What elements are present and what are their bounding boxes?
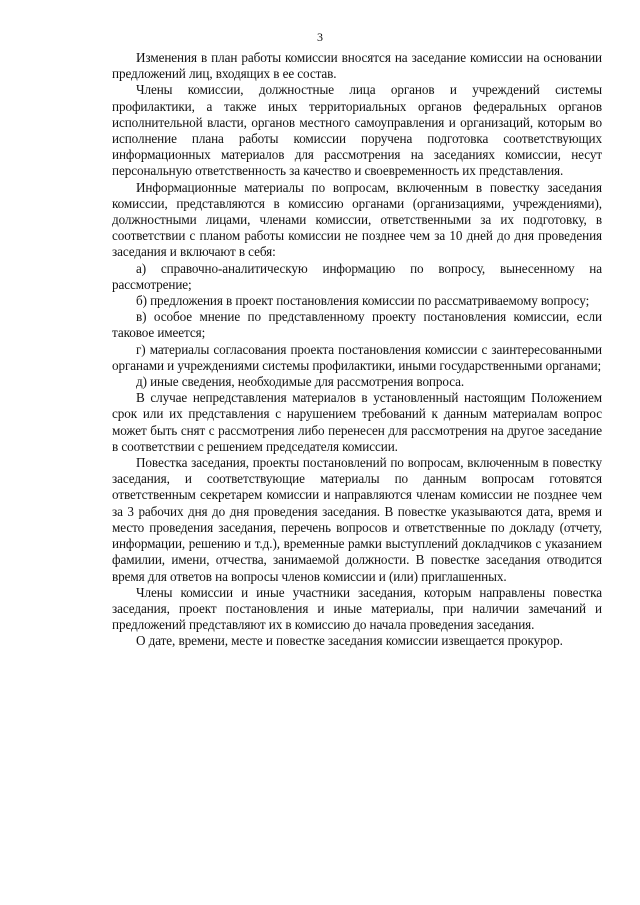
paragraph-responsibility: Члены комиссии, должностные лица органов и учреждений системы профилактики, а также иных территориальных органов федеральных органов исполнительной власти, органов местного самоуправления и организаций, которым во исполнение плана работы комиссии поручена подготовка соответствующих информационных материалов для рассмотрения на заседаниях комиссии, несут персональную ответственность за качество и своевременность их представления. xyxy=(112,82,602,179)
paragraph-plan-changes: Изменения в план работы комиссии вносятся на заседание комиссии на основании предложений лиц, входящих в ее состав. xyxy=(112,50,602,82)
document-body xyxy=(112,50,602,650)
paragraph-remarks: Члены комиссии и иные участники заседания, которым направлены повестка заседания, проект постановления и иные материалы, при наличии замечаний и предложений представляют их в комиссию до начала проведения заседания. xyxy=(112,584,602,633)
list-item-a: а) справочно-аналитическую информацию по вопросу, вынесенному на рассмотрение; xyxy=(112,260,602,292)
list-item-g: г) материалы согласования проекта постановления комиссии с заинтересованными органами и учреждениями системы профилактики, иными государственными органами; xyxy=(112,341,602,373)
paragraph-agenda: Повестка заседания, проекты постановлений по вопросам, включенным в повестку заседания, и соответствующие материалы по данным вопросам готовятся ответственным секретарем комиссии и направляются членам комиссии не позднее чем за 3 рабочих дня до дня проведения заседания. В повестке указываются дата, время и место проведения заседания, перечень вопросов и ответственные по докладу (отчету, информации, решению и т.д.), временные рамки выступлений докладчиков с указанием фамилии, имени, отчества, занимаемой должности. В повестке заседания отводится время для ответов на вопросы членов комиссии и (или) приглашенных. xyxy=(112,455,602,584)
page-number: 3 xyxy=(317,30,323,44)
list-item-v: в) особое мнение по представленному проекту постановления комиссии, если таковое имеется; xyxy=(112,309,602,341)
paragraph-info-materials: Информационные материалы по вопросам, включенным в повестку заседания комиссии, представляются в комиссию органами (организациями, учреждениями), должностными лицами, членами комиссии, ответственными за их подготовку, в соответствии с планом работы комиссии не позднее чем за 10 дней до дня проведения заседания и включают в себя: xyxy=(112,179,602,260)
paragraph-non-submission: В случае непредставления материалов в установленный настоящим Положением срок или их представления с нарушением требований к данным материалам вопрос может быть снят с рассмотрения либо перенесен для рассмотрения на другое заседание в соответствии с решением председателя комиссии. xyxy=(112,390,602,454)
list-item-b: б) предложения в проект постановления комиссии по рассматриваемому вопросу; xyxy=(136,293,590,309)
list-item-d: д) иные сведения, необходимые для рассмотрения вопроса. xyxy=(136,374,465,390)
paragraph-prosecutor: О дате, времени, месте и повестке заседания комиссии извещается прокурор. xyxy=(136,633,563,649)
